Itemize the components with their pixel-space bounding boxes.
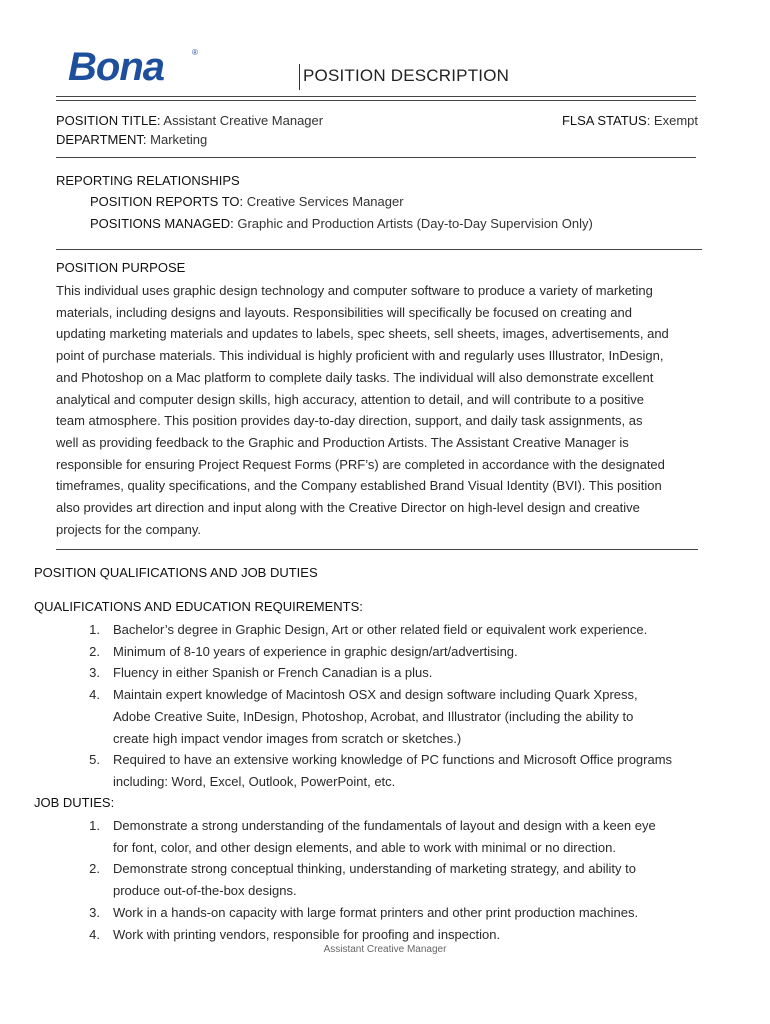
department-label: DEPARTMENT: — [56, 132, 147, 147]
purpose-paragraph — [56, 280, 706, 540]
purpose-line: also provides art direction and input along with the Creative Director on high-level design and creative — [56, 500, 640, 516]
positions-managed-value: Graphic and Production Artists (Day-to-Day Supervision Only) — [233, 216, 593, 231]
reporting-rule — [56, 249, 702, 250]
purpose-line: materials, including designs and layouts. Responsibilities will specifically be focused on creating and — [56, 304, 632, 320]
list-item-number: 4. — [89, 687, 100, 703]
purpose-line: updating marketing materials and updates to labels, spec sheets, sell sheets, images, advertisements, and — [56, 326, 669, 342]
reports-to-value: Creative Services Manager — [243, 194, 404, 209]
list-item-text: for font, color, and other design elements, and able to work with minimal or no direction. — [113, 839, 616, 855]
bona-logo — [68, 46, 198, 88]
position-title-value: Assistant Creative Manager — [160, 113, 324, 128]
list-item-number: 3. — [89, 904, 100, 920]
registered-mark: ® — [192, 48, 198, 57]
flsa-value: : Exempt — [646, 113, 698, 128]
list-item-number: 2. — [89, 861, 100, 877]
list-item-number: 3. — [89, 665, 100, 681]
page-footer: Assistant Creative Manager — [323, 944, 447, 955]
header-rule-bottom — [56, 100, 696, 101]
list-item-text: produce out-of-the-box designs. — [113, 883, 297, 899]
list-item-text: Adobe Creative Suite, InDesign, Photoshop, Acrobat, and Illustrator (including the ability to — [113, 708, 634, 724]
purpose-line: and Photoshop on a Mac platform to complete daily tasks. The individual will also demonstrate excellent — [56, 369, 654, 385]
list-item-text: Fluency in either Spanish or French Canadian is a plus. — [113, 665, 433, 681]
positions-managed-line — [90, 213, 593, 235]
purpose-line: well as providing feedback to the Graphic and Production Artists. The Assistant Creative Manager is — [56, 434, 629, 450]
reporting-heading: REPORTING RELATIONSHIPS — [56, 173, 240, 188]
list-item-text: including: Word, Excel, Outlook, PowerPoint, etc. — [113, 773, 396, 789]
purpose-line: projects for the company. — [56, 521, 201, 537]
header-rule-top — [56, 96, 696, 97]
info-rule — [56, 157, 696, 158]
purpose-line: responsible for ensuring Project Request Forms (PRF’s) are completed in accordance with the designated — [56, 456, 665, 472]
title-divider — [299, 64, 300, 90]
list-item-number: 1. — [89, 622, 100, 637]
flsa-status-line — [562, 110, 698, 132]
job-duties-heading: JOB DUTIES: — [34, 795, 115, 810]
list-item-number: 4. — [89, 926, 100, 942]
list-item-number: 5. — [89, 752, 100, 768]
purpose-rule — [56, 549, 698, 550]
purpose-line: point of purchase materials. This individual is highly proficient with and regularly uses Illustrator, InDesign, — [56, 348, 664, 364]
list-item-text: create high impact vendor images from scratch or sketches.) — [113, 730, 462, 746]
reports-to-label: POSITION REPORTS TO: — [90, 194, 244, 209]
list-item-text: Demonstrate a strong understanding of the fundamentals of layout and design with a keen eye — [113, 818, 656, 833]
list-item-text: Required to have an extensive working knowledge of PC functions and Microsoft Office programs — [113, 752, 673, 768]
department-line — [56, 129, 207, 151]
list-item-text: Demonstrate strong conceptual thinking, understanding of marketing strategy, and ability to — [113, 861, 636, 877]
list-item-text: Bachelor’s degree in Graphic Design, Art or other related field or equivalent work experience. — [113, 622, 648, 637]
list-item-text: Minimum of 8-10 years of experience in graphic design/art/advertising. — [113, 643, 518, 659]
department-value: Marketing — [146, 132, 208, 147]
list-item-number: 2. — [89, 643, 100, 659]
logo-wordmark: Bona — [68, 45, 164, 89]
purpose-line: team atmosphere. This position provides day-to-day direction, support, and daily task assignments, as — [56, 413, 643, 429]
reports-to-line — [90, 191, 404, 213]
list-item-number: 1. — [89, 818, 100, 833]
purpose-line: timeframes, quality specifications, and the Company established Brand Visual Identity (BVI). This position — [56, 478, 662, 494]
purpose-line: This individual uses graphic design technology and computer software to produce a variety of marketing — [56, 283, 653, 298]
flsa-label: FLSA STATUS — [561, 113, 647, 128]
purpose-heading: POSITION PURPOSE — [56, 260, 186, 275]
purpose-line: analytical and computer design skills, high accuracy, attention to detail, and will contribute to a positive — [56, 391, 644, 407]
page-title: POSITION DESCRIPTION — [303, 66, 510, 85]
qualifications-requirements-heading: QUALIFICATIONS AND EDUCATION REQUIREMENTS: — [34, 599, 363, 614]
list-item-text: Work with printing vendors, responsible for proofing and inspection. — [113, 926, 501, 942]
qualifications-section-heading: POSITION QUALIFICATIONS AND JOB DUTIES — [34, 565, 318, 580]
position-title-label: POSITION TITLE: — [56, 113, 161, 128]
list-item-text: Work in a hands-on capacity with large format printers and other print production machines. — [113, 904, 639, 920]
positions-managed-label: POSITIONS MANAGED: — [90, 216, 234, 231]
list-item-text: Maintain expert knowledge of Macintosh OSX and design software including Quark Xpress, — [113, 687, 638, 703]
